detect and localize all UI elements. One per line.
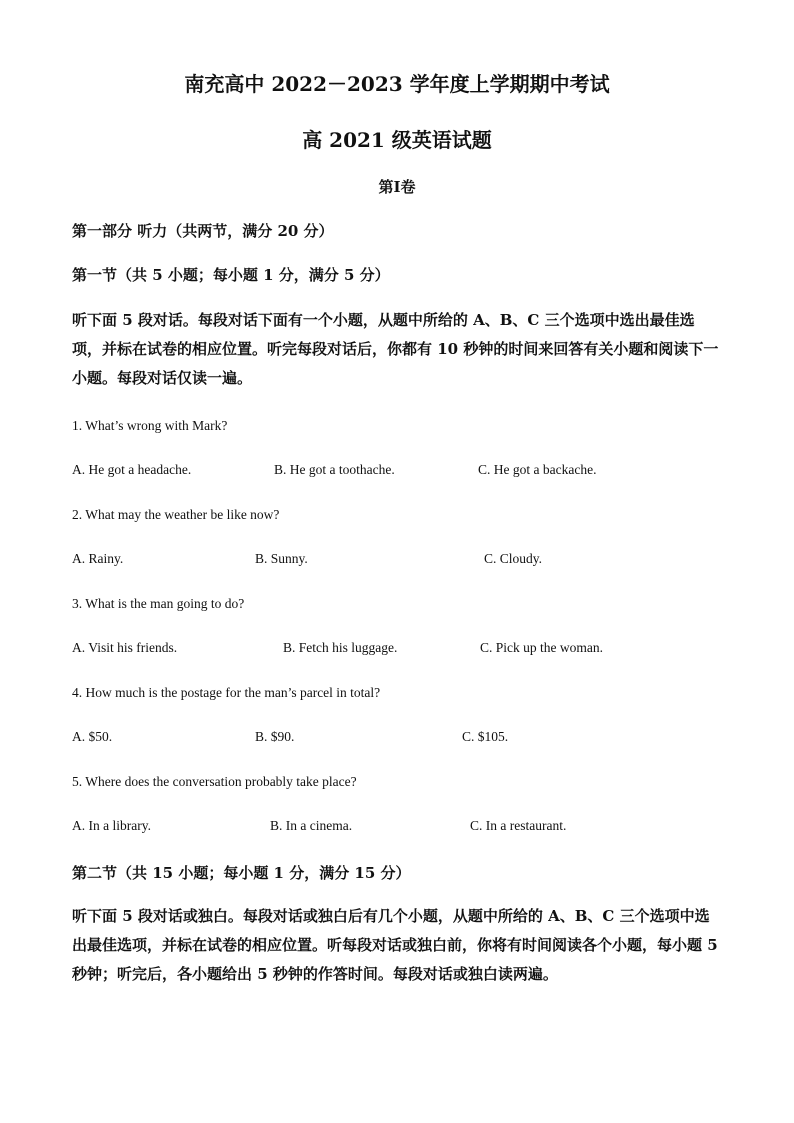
question-5-option-b: B. In a cinema. — [270, 818, 353, 833]
section2-heading: 第二节（共 15 小题；每小题 1 分，满分 15 分） — [72, 864, 411, 882]
question-1-option-a: A. He got a headache. — [72, 462, 192, 477]
question-4-option-b: B. $90. — [255, 729, 295, 744]
question-5-stem: 5. Where does the conversation probably take place? — [72, 774, 357, 789]
question-1-stem: 1. What’s wrong with Mark? — [72, 418, 228, 433]
question-2-stem: 2. What may the weather be like now? — [72, 507, 280, 522]
question-4-option-c: C. $105. — [462, 729, 509, 744]
question-1-option-b: B. He got a toothache. — [274, 462, 395, 477]
question-4-stem: 4. How much is the postage for the man’s parcel in total? — [72, 685, 381, 700]
question-3-option-a: A. Visit his friends. — [72, 640, 178, 655]
section1-heading: 第一节（共 5 小题；每小题 1 分，满分 5 分） — [72, 266, 390, 284]
question-2-option-c: C. Cloudy. — [484, 551, 543, 566]
question-5-option-a: A. In a library. — [72, 818, 151, 833]
section1-instructions: 听下面 5 段对话。每段对话下面有一个小题，从题中所给的 A、B、C 三个选项中选出最佳选项，并标在试卷的相应位置。听完每段对话后，你都有 10 秒钟的时间来回答有关小题和阅读下一小题。每段对话仅读一遍。 — [72, 311, 719, 387]
question-5-option-c: C. In a restaurant. — [470, 818, 567, 833]
question-3-option-b: B. Fetch his luggage. — [283, 640, 398, 655]
question-1-option-c: C. He got a backache. — [478, 462, 597, 477]
section2-instructions: 听下面 5 段对话或独白。每段对话或独白后有几个小题，从题中所给的 A、B、C 三个选项中选出最佳选项，并标在试卷的相应位置。听每段对话或独白前，你将有时间阅读各个小题，每小题 5 秒钟；听完后，各小题给出 5 秒钟的作答时间。每段对话或独白读两遍。 — [72, 907, 718, 983]
question-3-option-c: C. Pick up the woman. — [480, 640, 603, 655]
volume-label: 第Ⅰ卷 — [378, 178, 416, 196]
question-4-option-a: A. $50. — [72, 729, 113, 744]
part1-heading: 第一部分 听力（共两节，满分 20 分） — [72, 222, 334, 240]
exam-title: 南充高中 2022－2023 学年度上学期期中考试 — [184, 72, 610, 96]
question-2-option-b: B. Sunny. — [255, 551, 308, 566]
exam-subtitle: 高 2021 级英语试题 — [302, 128, 492, 152]
question-3-stem: 3. What is the man going to do? — [72, 596, 245, 611]
question-2-option-a: A. Rainy. — [72, 551, 124, 566]
